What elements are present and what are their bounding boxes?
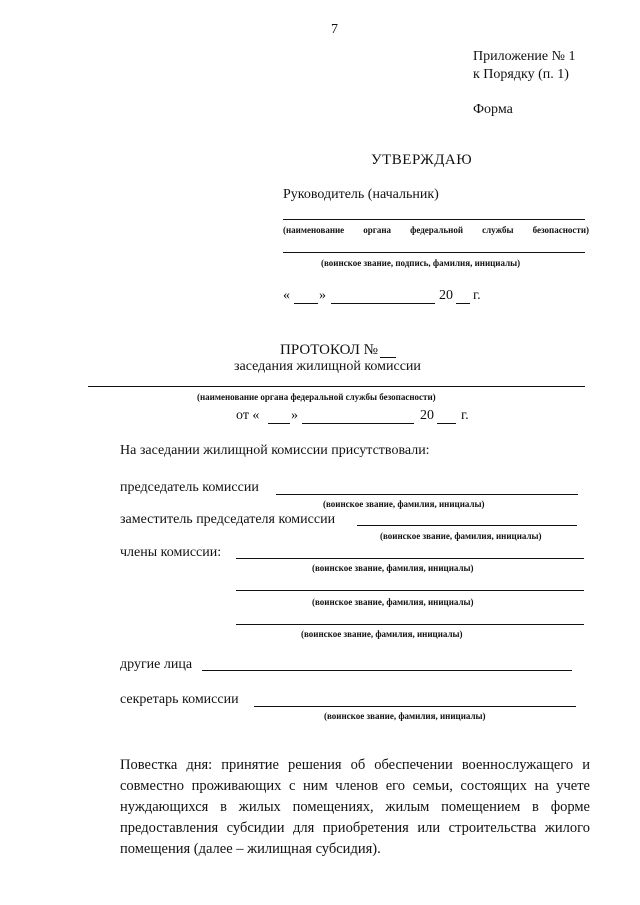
chairman-caption: (воинское звание, фамилия, инициалы) bbox=[323, 499, 485, 509]
deputy-label: заместитель председателя комиссии bbox=[120, 512, 336, 527]
page-number: 7 bbox=[331, 22, 338, 37]
protocol-day-line bbox=[268, 423, 290, 424]
protocol-date-from: от « bbox=[236, 408, 260, 423]
agenda-line: совместно проживающих с ним членов его семьи, состоящих на учете bbox=[120, 778, 590, 794]
secretary-caption: (воинское звание, фамилия, инициалы) bbox=[324, 711, 486, 721]
protocol-title: ПРОТОКОЛ № bbox=[280, 342, 378, 358]
rank-signature-line bbox=[283, 252, 585, 253]
member-line-3 bbox=[236, 624, 584, 625]
member-line-2 bbox=[236, 590, 584, 591]
approval-year-line bbox=[456, 303, 470, 304]
chairman-line bbox=[276, 494, 578, 495]
agenda-line: нуждающихся в жилых помещениях, жилым помещением в форме bbox=[120, 799, 590, 815]
protocol-number-line bbox=[380, 357, 396, 358]
org-name-caption: (наименование органа федеральной службы безопасности) bbox=[283, 225, 589, 235]
approval-head: Руководитель (начальник) bbox=[283, 187, 439, 202]
form-label: Форма bbox=[473, 102, 513, 117]
member-caption-1: (воинское звание, фамилия, инициалы) bbox=[312, 563, 474, 573]
others-line bbox=[202, 670, 572, 671]
member-caption-3: (воинское звание, фамилия, инициалы) bbox=[301, 629, 463, 639]
protocol-year-line bbox=[437, 423, 456, 424]
chairman-label: председатель комиссии bbox=[120, 480, 259, 495]
secretary-label: секретарь комиссии bbox=[120, 692, 239, 707]
approval-day-line bbox=[294, 303, 318, 304]
approval-year-suffix: г. bbox=[473, 288, 481, 303]
approval-date-close-quote: » bbox=[319, 288, 326, 303]
protocol-year-prefix: 20 bbox=[420, 408, 434, 423]
deputy-line bbox=[357, 525, 577, 526]
members-label: члены комиссии: bbox=[120, 545, 222, 560]
attendance-intro: На заседании жилищной комиссии присутствовали: bbox=[120, 443, 430, 458]
agenda-line: Повестка дня: принятие решения об обеспечении военнослужащего и bbox=[120, 757, 590, 773]
protocol-org-line bbox=[88, 386, 585, 387]
approval-date-open-quote: « bbox=[283, 288, 290, 303]
protocol-org-caption: (наименование органа федеральной службы безопасности) bbox=[197, 392, 436, 402]
member-caption-2: (воинское звание, фамилия, инициалы) bbox=[312, 597, 474, 607]
protocol-subtitle: заседания жилищной комиссии bbox=[234, 359, 421, 374]
agenda-line: помещения (далее – жилищная субсидия). bbox=[120, 841, 381, 857]
org-name-line bbox=[283, 219, 585, 220]
protocol-date-close-quote: » bbox=[291, 408, 298, 423]
approval-title: УТВЕРЖДАЮ bbox=[371, 152, 473, 168]
protocol-month-line bbox=[302, 423, 414, 424]
protocol-year-suffix: г. bbox=[461, 408, 469, 423]
agenda-line: предоставления субсидии для приобретения или строительства жилого bbox=[120, 820, 590, 836]
appendix-line-2: к Порядку (п. 1) bbox=[473, 67, 569, 82]
member-line-1 bbox=[236, 558, 584, 559]
secretary-line bbox=[254, 706, 576, 707]
deputy-caption: (воинское звание, фамилия, инициалы) bbox=[380, 531, 542, 541]
appendix-line-1: Приложение № 1 bbox=[473, 49, 576, 64]
agenda-paragraph bbox=[120, 755, 590, 860]
approval-month-line bbox=[331, 303, 435, 304]
rank-signature-caption: (воинское звание, подпись, фамилия, инициалы) bbox=[321, 258, 521, 268]
approval-year-prefix: 20 bbox=[439, 288, 453, 303]
others-label: другие лица bbox=[120, 657, 193, 672]
